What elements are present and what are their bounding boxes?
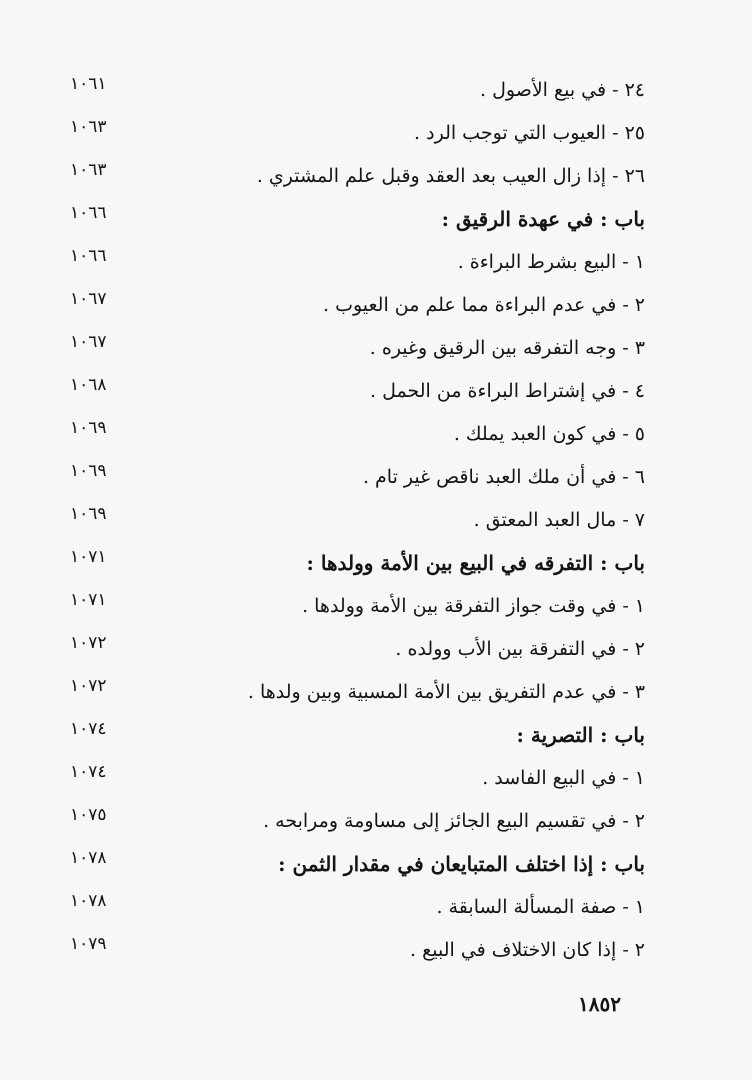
toc-entry-row xyxy=(60,419,645,459)
entry-page-number: ١٠٧٤ xyxy=(70,762,107,782)
toc-entry-row xyxy=(60,806,645,846)
section-heading: باب : إذا اختلف المتبايعان في مقدار الثمن : xyxy=(278,852,645,876)
entry-page-number: ١٠٧١ xyxy=(70,547,107,567)
toc-section-row xyxy=(60,849,645,889)
entry-title: ٢ - في تقسيم البيع الجائز إلى مساومة ومرابحه . xyxy=(263,810,645,832)
toc-entry-row xyxy=(60,892,645,932)
entry-title: ٢ - في عدم البراءة مما علم من العيوب . xyxy=(322,294,645,316)
toc-entry-row xyxy=(60,763,645,803)
entry-title: ٢ - إذا كان الاختلاف في البيع . xyxy=(410,939,645,961)
toc-entry-row xyxy=(60,161,645,201)
toc-entry-row xyxy=(60,290,645,330)
entry-title: ٥ - في كون العبد يملك . xyxy=(453,423,645,445)
entry-title: ٢ - في التفرقة بين الأب وولده . xyxy=(395,638,645,660)
entry-page-number: ١٠٦٣ xyxy=(70,117,107,137)
toc-entry-row xyxy=(60,677,645,717)
entry-page-number: ١٠٧٨ xyxy=(70,891,107,911)
entry-page-number: ١٠٦٦ xyxy=(70,203,107,223)
toc-entry-row xyxy=(60,376,645,416)
entry-page-number: ١٠٦٧ xyxy=(70,289,107,309)
entry-page-number: ١٠٧٩ xyxy=(70,934,107,954)
toc-section-row xyxy=(60,204,645,244)
entry-page-number: ١٠٧١ xyxy=(70,590,107,610)
entry-title: ٤ - في إشتراط البراءة من الحمل . xyxy=(370,380,645,402)
entry-title: ٦ - في أن ملك العبد ناقص غير تام . xyxy=(362,466,645,488)
entry-title: ٣ - وجه التفرقه بين الرقيق وغيره . xyxy=(369,337,645,359)
toc-entry-row xyxy=(60,634,645,674)
toc-section-row xyxy=(60,720,645,760)
entry-page-number: ١٠٦٣ xyxy=(70,160,107,180)
toc-entry-row xyxy=(60,935,645,975)
entry-title: ٢٥ - العيوب التي توجب الرد . xyxy=(414,122,645,144)
entry-page-number: ١٠٦٩ xyxy=(70,504,107,524)
toc-entry-row xyxy=(60,505,645,545)
toc-entry-row xyxy=(60,333,645,373)
footer-page-number: ١٨٥٢ xyxy=(578,992,621,1016)
section-heading: باب : التصرية : xyxy=(516,723,645,747)
toc-section-row xyxy=(60,548,645,588)
entry-title: ٢٤ - في بيع الأصول . xyxy=(480,79,645,101)
entry-page-number: ١٠٦٩ xyxy=(70,418,107,438)
section-heading: باب : التفرقه في البيع بين الأمة وولدها : xyxy=(306,551,645,575)
entry-page-number: ١٠٦٧ xyxy=(70,332,107,352)
toc-entry-row xyxy=(60,118,645,158)
entry-page-number: ١٠٦١ xyxy=(70,74,107,94)
toc-entry-row xyxy=(60,247,645,287)
entry-page-number: ١٠٧٥ xyxy=(70,805,107,825)
entry-page-number: ١٠٧٢ xyxy=(70,676,107,696)
entry-title: ١ - صفة المسألة السابقة . xyxy=(436,896,645,918)
entry-page-number: ١٠٦٦ xyxy=(70,246,107,266)
entry-page-number: ١٠٧٢ xyxy=(70,633,107,653)
toc-entry-row xyxy=(60,75,645,115)
entry-page-number: ١٠٦٩ xyxy=(70,461,107,481)
entry-page-number: ١٠٦٨ xyxy=(70,375,107,395)
toc-entry-row xyxy=(60,591,645,631)
entry-page-number: ١٠٧٨ xyxy=(70,848,107,868)
entry-title: ١ - في البيع الفاسد . xyxy=(482,767,645,789)
entry-title: ١ - البيع بشرط البراءة . xyxy=(457,251,645,273)
entry-title: ٣ - في عدم التفريق بين الأمة المسبية وبين ولدها . xyxy=(247,681,645,703)
entry-page-number: ١٠٧٤ xyxy=(70,719,107,739)
section-heading: باب : في عهدة الرقيق : xyxy=(441,207,645,231)
entry-title: ٢٦ - إذا زال العيب بعد العقد وقبل علم المشتري . xyxy=(256,165,645,187)
toc-entry-row xyxy=(60,462,645,502)
entry-title: ٧ - مال العبد المعتق . xyxy=(473,509,645,531)
entry-title: ١ - في وقت جواز التفرقة بين الأمة وولدها . xyxy=(302,595,645,617)
